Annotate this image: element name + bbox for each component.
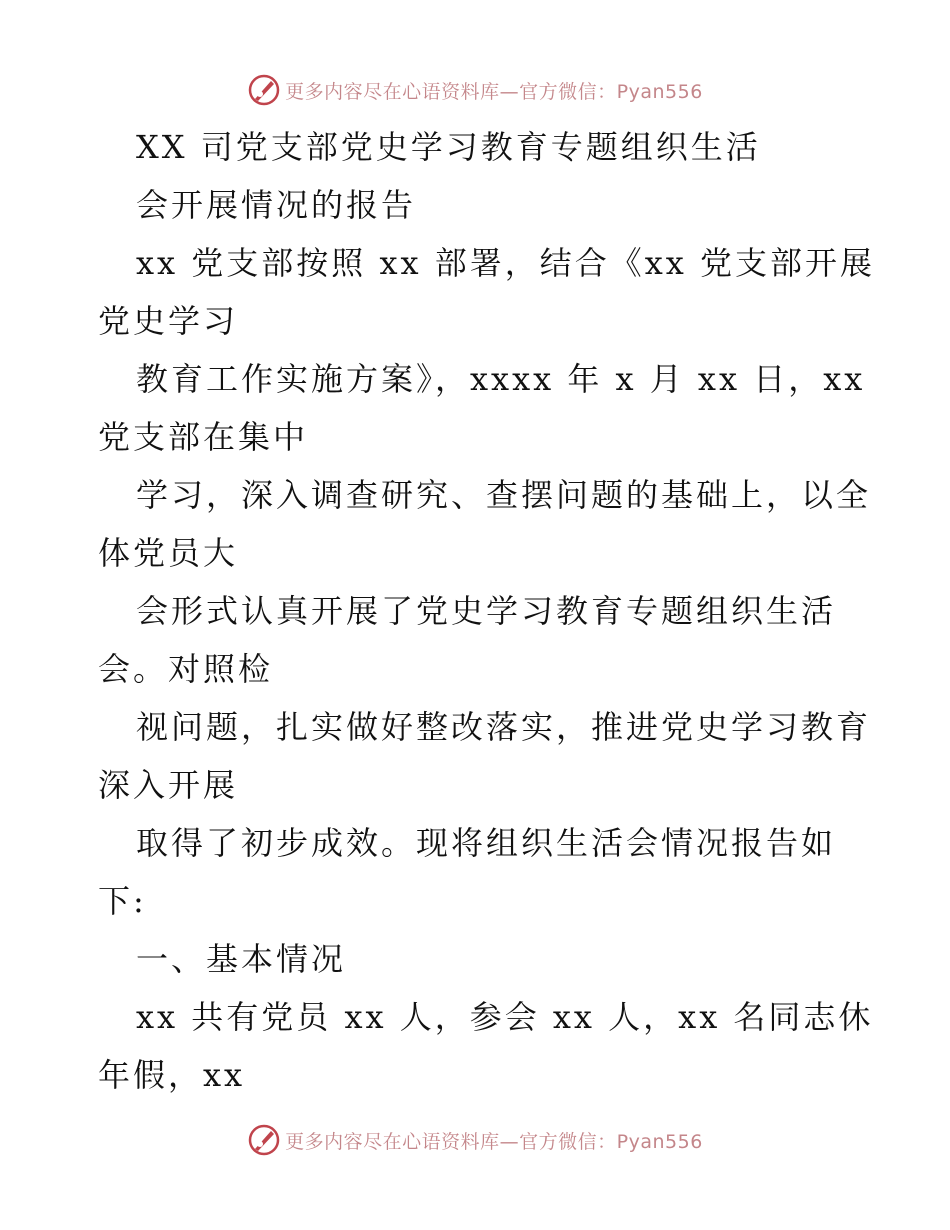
doc-line: 会开展情况的报告: [136, 186, 417, 224]
doc-line: 党支部在集中: [98, 418, 309, 456]
doc-line: 会形式认真开展了党史学习教育专题组织生活: [136, 592, 837, 630]
doc-line: xx 共有党员 xx 人，参会 xx 人，xx 名同志休: [136, 998, 874, 1036]
banner-text: [285, 1127, 703, 1154]
doc-line: xx 党支部按照 xx 部署，结合《xx 党支部开展: [136, 244, 875, 282]
banner-site-text: 更多内容尽在心语资料库: [285, 80, 500, 103]
banner-dash: —: [499, 80, 520, 103]
quill-seal-icon: [247, 1123, 281, 1157]
doc-line: 教育工作实施方案》，xxxx 年 x 月 xx 日，xx: [136, 360, 866, 398]
banner-text: [285, 77, 703, 104]
banner-wechat-text: 官方微信：Pyan556: [519, 1130, 703, 1153]
doc-line: 学习，深入调查研究、查摆问题的基础上，以全: [136, 476, 872, 514]
doc-line: 会。对照检: [98, 650, 274, 688]
doc-line: 党史学习: [98, 302, 239, 340]
doc-line: 年假，xx: [98, 1056, 246, 1094]
banner-site-text: 更多内容尽在心语资料库: [285, 1130, 500, 1153]
quill-seal-icon: [247, 73, 281, 107]
header-banner: [0, 70, 950, 110]
doc-line: XX 司党支部党史学习教育专题组织生活: [136, 128, 761, 166]
banner-wechat-text: 官方微信：Pyan556: [519, 80, 703, 103]
doc-line: 视问题，扎实做好整改落实，推进党史学习教育: [136, 708, 872, 746]
footer-banner: [0, 1120, 950, 1160]
section-heading: 一、基本情况: [136, 940, 347, 978]
doc-line: 深入开展: [98, 766, 239, 804]
doc-line: 下:: [98, 882, 147, 920]
doc-line: 取得了初步成效。现将组织生活会情况报告如: [136, 824, 837, 862]
doc-line: 体党员大: [98, 534, 239, 572]
banner-dash: —: [499, 1130, 520, 1153]
